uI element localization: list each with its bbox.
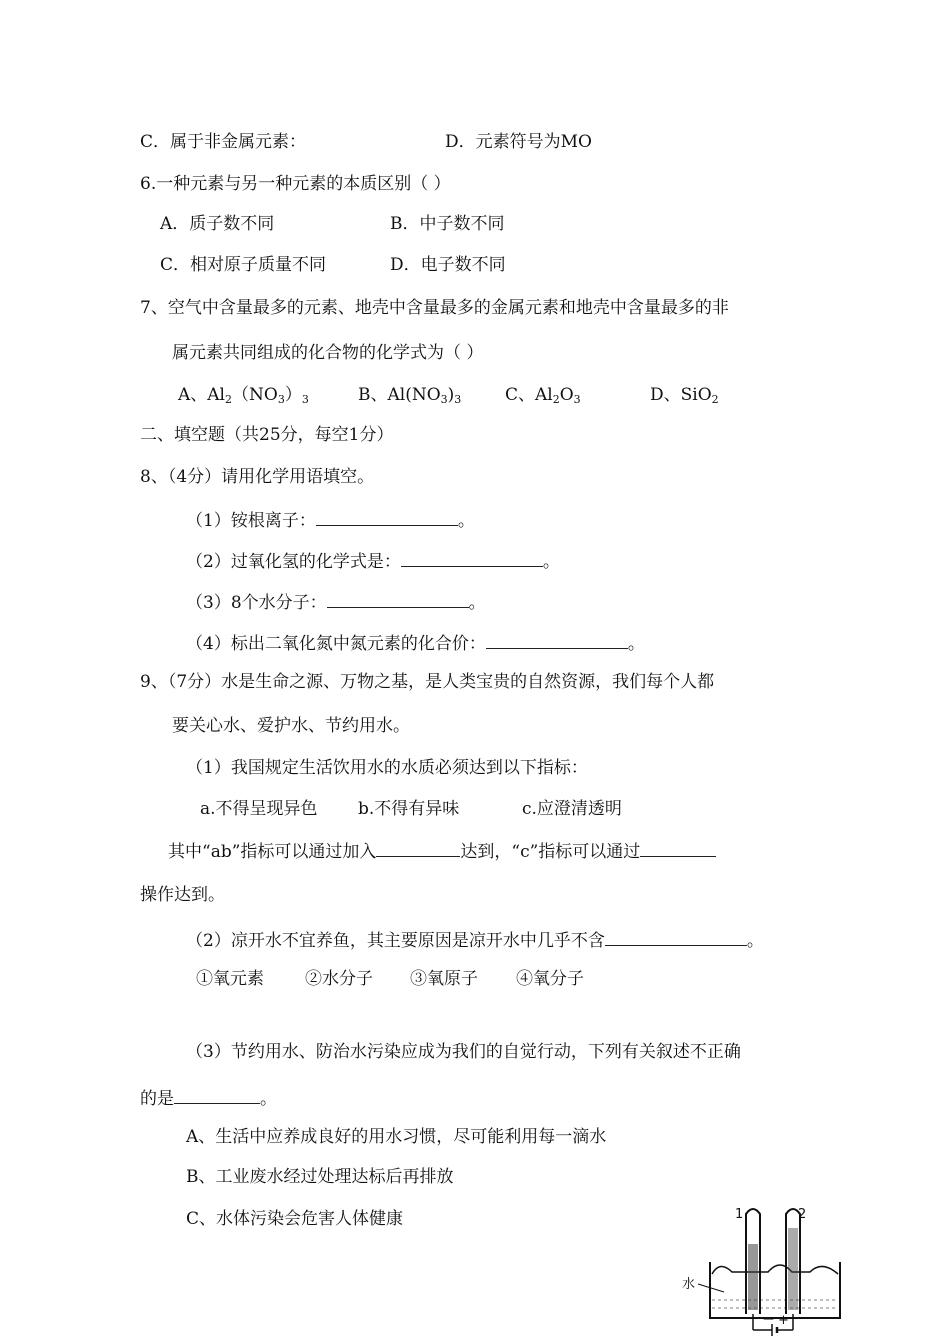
tube-1-liquid [748, 1244, 758, 1310]
q9-fill-end: 操作达到。 [140, 885, 225, 905]
water-surface [712, 1265, 838, 1274]
q9-index-c: c.应澄清透明 [522, 799, 622, 819]
q9-choice-1: ①氧元素 [196, 969, 264, 989]
q9-blank-ab[interactable] [376, 838, 460, 857]
q9-blank-part3[interactable] [174, 1085, 260, 1104]
water-label: 水 [682, 1277, 696, 1292]
q9-part3-line2: 的是 。 [140, 1085, 277, 1111]
battery-plus-label: + [778, 1313, 789, 1328]
q9-fill-line: 其中“ab”指标可以通过加入 达到，“c”指标可以通过 [168, 838, 716, 864]
q9-choice-2: ②水分子 [305, 969, 373, 989]
q5-option-c: C．属于非金属元素： [140, 132, 307, 152]
q8-part2: （2）过氧化氢的化学式是： 。 [186, 548, 560, 574]
q8-blank2[interactable] [401, 548, 543, 567]
q8-part4: （4）标出二氧化氮中氮元素的化合价： 。 [186, 630, 645, 656]
electrolysis-apparatus-figure [680, 1200, 870, 1342]
q6-option-b: B．中子数不同 [390, 214, 505, 234]
q9-stem-line1: 9、（7分）水是生命之源、万物之基，是人类宝贵的自然资源，我们每个人都 [140, 672, 715, 692]
q9-index-a: a.不得呈现异色 [200, 799, 318, 819]
q6-option-d: D．电子数不同 [390, 255, 506, 275]
q7-stem-line2: 属元素共同组成的化合物的化学式为（ ） [172, 343, 484, 363]
q9-option-a: A、生活中应养成良好的用水习惯，尽可能利用每一滴水 [186, 1127, 607, 1147]
q7-option-a: A、$Al_2(NO_3)_3$ [178, 385, 309, 406]
q9-index-b: b.不得有异味 [358, 799, 460, 819]
q8-stem: 8、（4分）请用化学用语填空。 [140, 467, 375, 487]
q9-option-b: B、工业废水经过处理达标后再排放 [186, 1167, 454, 1187]
q8-blank4[interactable] [486, 630, 628, 649]
battery-minus-label: － [762, 1313, 776, 1328]
q8-part1: （1）铵根离子： 。 [186, 507, 475, 533]
q9-option-c: C、水体污染会危害人体健康 [186, 1209, 404, 1229]
q9-choice-4: ④氧分子 [516, 969, 584, 989]
tube-2-label: 2 [798, 1207, 807, 1222]
q9-stem-line2: 要关心水、爱护水、节约用水。 [172, 716, 410, 736]
q9-part2: （2）凉开水不宜养鱼，其主要原因是凉开水中几乎不含 。 [186, 927, 764, 953]
q9-part3: （3）节约用水、防治水污染应成为我们的自觉行动，下列有关叙述不正确 [186, 1042, 741, 1062]
q7-option-d: D、SiO$_2$ [650, 385, 719, 406]
q9-blank-c[interactable] [640, 838, 716, 857]
q5-option-d: D．元素符号为MO [445, 132, 592, 152]
tube-1-label: 1 [735, 1207, 744, 1222]
q8-blank3[interactable] [327, 589, 469, 608]
q7-stem-line1: 7、空气中含量最多的元素、地壳中含量最多的金属元素和地壳中含量最多的非 [140, 298, 729, 318]
q8-blank1[interactable] [316, 507, 458, 526]
q7-option-c: C、$Al_2O_3$ [505, 385, 581, 406]
section-title: 二、填空题（共25分，每空1分） [140, 425, 394, 445]
q6-option-c: C．相对原子质量不同 [160, 255, 327, 275]
tube-2-liquid [788, 1228, 798, 1310]
q9-choice-3: ③氧原子 [410, 969, 478, 989]
q6-option-a: A．质子数不同 [160, 214, 275, 234]
q9-part1: （1）我国规定生活饮用水的水质必须达到以下指标： [186, 758, 588, 778]
q6-stem: 6.一种元素与另一种元素的本质区别（ ） [140, 174, 451, 194]
q9-blank-part2[interactable] [605, 927, 747, 946]
q8-part3: （3）8个水分子： 。 [186, 589, 486, 615]
q7-option-b: B、$Al(NO_3)_3$ [358, 385, 462, 406]
